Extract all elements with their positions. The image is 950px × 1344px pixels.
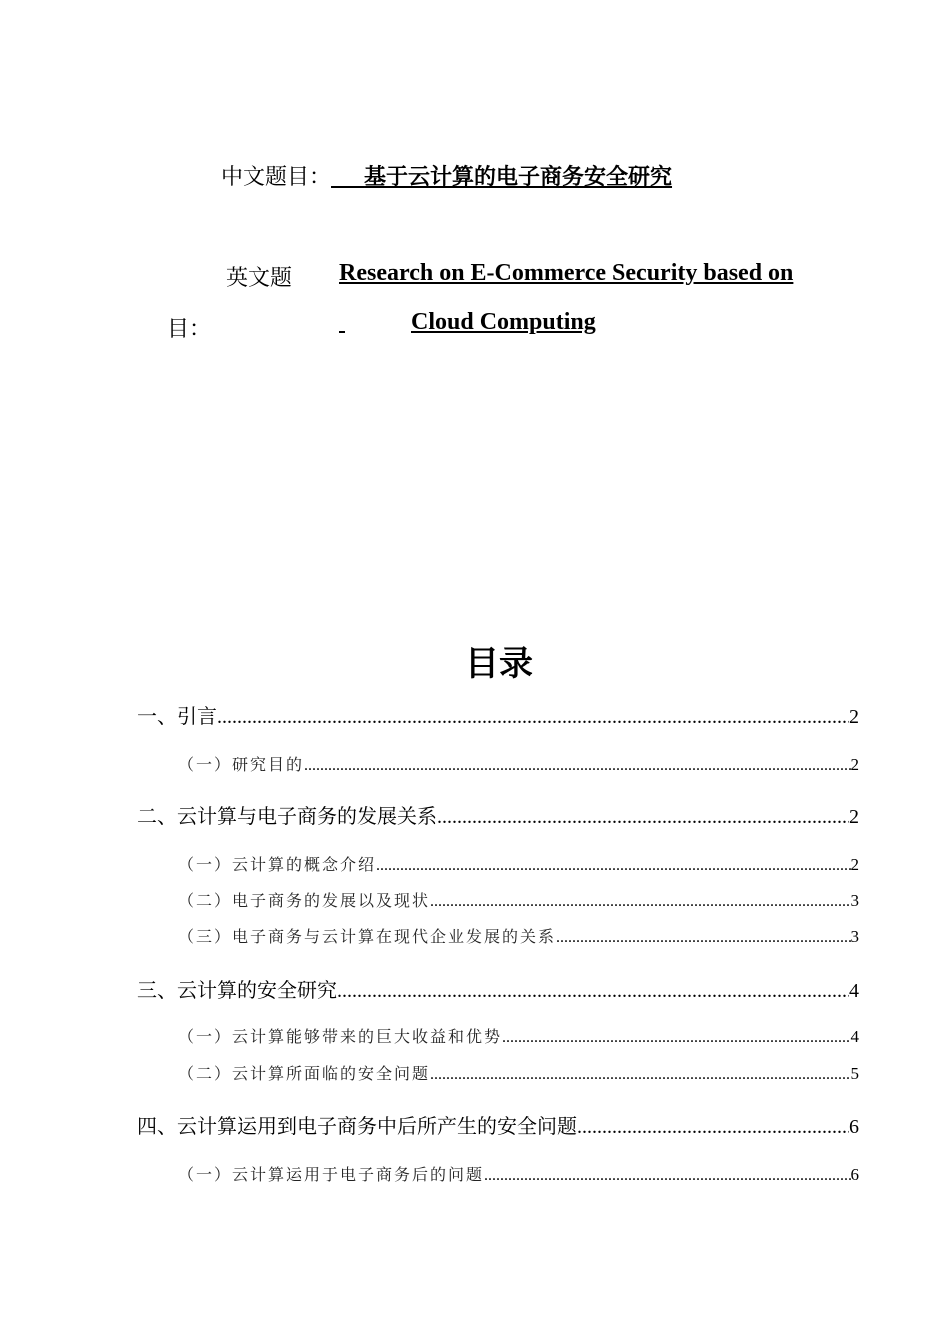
toc-entry[interactable] <box>178 852 859 875</box>
toc-entry-page-number: 6 <box>849 1116 859 1138</box>
english-title-line2 <box>339 309 596 336</box>
toc-dot-leader <box>430 1066 850 1084</box>
english-title-underline-pad <box>339 309 411 336</box>
toc-entry-page-number: 2 <box>849 806 859 828</box>
toc-entry[interactable] <box>137 1110 859 1139</box>
toc-entry[interactable] <box>178 752 859 775</box>
toc-entry[interactable] <box>178 888 859 911</box>
toc-entry[interactable] <box>178 1024 859 1047</box>
toc-entry-page-number: 4 <box>849 980 859 1002</box>
toc-entry-title: 三、云计算的安全研究 <box>137 978 337 1002</box>
toc-heading: 目录 <box>465 644 533 684</box>
toc-entry-page-number: 2 <box>850 855 859 874</box>
toc-entry[interactable] <box>178 1061 859 1084</box>
english-title-label-line1: 英文题 <box>226 266 293 291</box>
toc-dot-leader <box>376 857 850 875</box>
toc-entry-page-number: 4 <box>850 1027 859 1046</box>
chinese-title-value <box>331 160 672 191</box>
chinese-title-block <box>221 160 672 191</box>
english-title-line2-text: Cloud Computing <box>411 309 596 335</box>
toc-entry-title: （三）电子商务与云计算在现代企业发展的关系 <box>178 927 557 946</box>
toc-dot-leader <box>556 929 850 947</box>
toc-entry[interactable] <box>178 924 859 947</box>
toc-dot-leader <box>437 806 849 829</box>
english-title-label-line2: 目： <box>167 317 212 342</box>
toc-dot-leader <box>217 706 849 729</box>
toc-entry-title: （一）云计算运用于电子商务后的问题 <box>178 1165 485 1184</box>
toc-entry-page-number: 3 <box>850 891 859 910</box>
toc-dot-leader <box>304 757 850 775</box>
toc-entry[interactable] <box>137 974 859 1003</box>
toc-dot-leader <box>337 980 849 1003</box>
toc-entry-title: （二）云计算所面临的安全问题 <box>178 1064 431 1083</box>
toc-entry-page-number: 2 <box>849 706 859 728</box>
toc-entry-title: （一）云计算能够带来的巨大收益和优势 <box>178 1027 503 1046</box>
chinese-title-label: 中文题目： <box>221 165 332 190</box>
english-title-line1: Research on E-Commerce Security based on <box>339 260 794 286</box>
toc-dot-leader <box>484 1167 850 1185</box>
toc-entry-page-number: 3 <box>850 927 859 946</box>
toc-entry-title: （一）云计算的概念介绍 <box>178 855 377 874</box>
toc-dot-leader <box>577 1116 849 1139</box>
toc-entry-title: （二）电子商务的发展以及现状 <box>178 891 431 910</box>
toc-entry-page-number: 2 <box>850 755 859 774</box>
toc-entry-page-number: 6 <box>850 1165 859 1184</box>
toc-entry-title: （一）研究目的 <box>178 755 305 774</box>
toc-entry-title: 一、引言 <box>137 704 217 728</box>
toc-entry[interactable] <box>178 1162 859 1185</box>
chinese-title-text: 基于云计算的电子商务安全研究 <box>364 165 673 190</box>
toc-entry-title: 二、云计算与电子商务的发展关系 <box>137 804 437 828</box>
toc-entry[interactable] <box>137 700 859 729</box>
toc-dot-leader <box>430 893 850 911</box>
toc-entry-title: 四、云计算运用到电子商务中后所产生的安全问题 <box>137 1114 577 1138</box>
toc-entry[interactable] <box>137 800 859 829</box>
toc-entry-page-number: 5 <box>850 1064 859 1083</box>
toc-dot-leader <box>502 1029 850 1047</box>
